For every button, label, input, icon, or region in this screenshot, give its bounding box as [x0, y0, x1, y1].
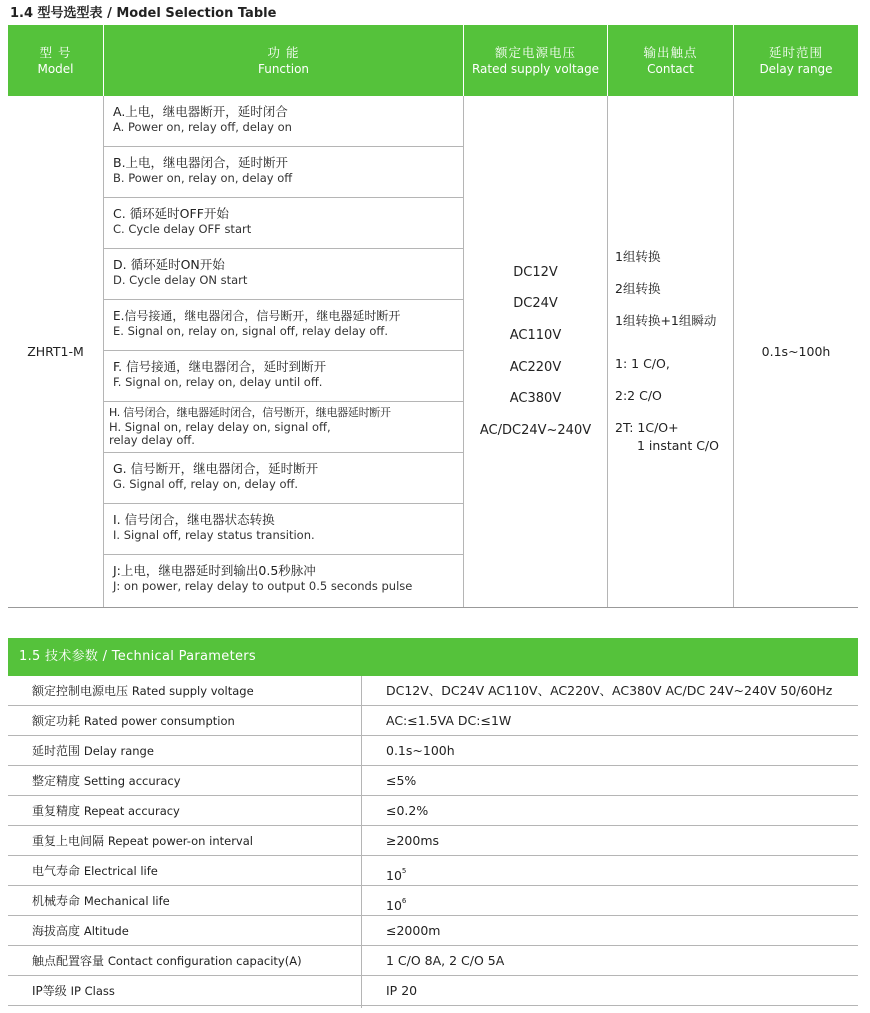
param-label-zh: 电气寿命 [32, 864, 81, 878]
function-row-b [104, 147, 463, 198]
header-contact [608, 25, 733, 96]
param-row [8, 916, 858, 946]
function-zh: G. 信号断开，继电器闭合，延时断开 [113, 461, 319, 476]
function-row-j [104, 555, 463, 607]
header-divider [103, 25, 104, 96]
header-contact-en: Contact [647, 61, 694, 76]
header-delay [734, 25, 858, 96]
param-value [386, 706, 511, 736]
header-voltage-en: Rated supply voltage [471, 61, 600, 76]
function-en: J: on power, relay delay to output 0.5 seconds pulse [113, 579, 413, 593]
param-row [8, 706, 858, 736]
header-divider [607, 25, 608, 96]
param-row [8, 976, 858, 1006]
param-label-en: Altitude [83, 924, 129, 938]
header-model-en: Model [37, 61, 74, 76]
header-contact-zh: 输出触点 [643, 44, 698, 60]
function-zh: F. 信号接通，继电器闭合，延时到断开 [113, 359, 327, 374]
technical-parameters-heading: 1.5 技术参数 / Technical Parameters [8, 638, 858, 676]
param-value-text: IP 20 [386, 983, 418, 998]
voltage-item: DC24V [513, 296, 558, 312]
model-cell: ZHRT1-M [27, 344, 84, 359]
header-function [104, 25, 463, 96]
header-divider [463, 25, 464, 96]
param-row [8, 856, 858, 886]
param-row [8, 676, 858, 706]
param-row [8, 736, 858, 766]
param-value [386, 796, 428, 826]
param-row [8, 766, 858, 796]
header-voltage-zh: 额定电源电压 [494, 44, 576, 60]
function-zh: D. 循环延时ON开始 [113, 257, 225, 272]
param-value-text: 10 [386, 868, 402, 883]
param-label-zh: 额定功耗 [32, 714, 81, 728]
param-label-zh: 整定精度 [32, 774, 81, 788]
param-label [32, 916, 129, 946]
param-label [32, 766, 181, 796]
voltage-item: AC/DC24V~240V [479, 422, 592, 438]
param-value-text: AC:≤1.5VA DC:≤1W [386, 713, 512, 728]
header-voltage [464, 25, 607, 96]
param-label-en: Mechanical life [83, 894, 170, 908]
param-label [32, 826, 253, 856]
param-value-text: ≤0.2% [386, 803, 429, 818]
param-label-en: Electrical life [83, 864, 158, 878]
model-selection-table [8, 25, 858, 608]
param-label-en: Repeat accuracy [83, 804, 180, 818]
voltage-item: AC220V [509, 359, 562, 375]
function-zh: B.上电，继电器闭合，延时断开 [113, 155, 289, 170]
function-row-i [104, 504, 463, 555]
function-zh: H. 信号闭合，继电器延时闭合，信号断开，继电器延时断开 [109, 406, 391, 419]
param-label-zh: 额定控制电源电压 [32, 684, 129, 698]
function-zh: C. 循环延时OFF开始 [113, 206, 229, 221]
function-zh: I. 信号闭合，继电器状态转换 [113, 512, 275, 527]
function-row-e [104, 300, 463, 351]
function-row-h [104, 402, 463, 453]
voltage-cell [464, 96, 607, 607]
param-value [386, 826, 439, 856]
param-row [8, 796, 858, 826]
voltage-item: AC110V [509, 327, 562, 343]
param-value [386, 766, 416, 796]
param-value-text: 0.1s~100h [386, 743, 455, 758]
voltage-item: AC380V [509, 391, 562, 407]
contact-item: 1 instant C/O [637, 438, 719, 453]
contact-item: 1: 1 C/O, [615, 356, 670, 371]
param-label-zh: 重复精度 [32, 804, 81, 818]
param-value [386, 916, 440, 946]
function-row-a [104, 96, 463, 147]
param-label [32, 736, 154, 766]
param-label-zh: 延时范围 [32, 744, 81, 758]
param-label [32, 676, 254, 706]
param-label-en: Rated supply voltage [131, 684, 254, 698]
function-zh: E.信号接通，继电器闭合，信号断开，继电器延时断开 [113, 309, 401, 323]
param-value [386, 976, 417, 1006]
param-value-text: 1 C/O 8A, 2 C/O 5A [386, 953, 505, 968]
param-label-en: Setting accuracy [83, 774, 181, 788]
header-delay-en: Delay range [759, 61, 833, 76]
contact-item: 2:2 C/O [615, 388, 662, 403]
param-label-zh: 海拔高度 [32, 924, 81, 938]
contact-item: 2T: 1C/O+ [615, 420, 679, 435]
param-value-text: ≤5% [386, 773, 417, 788]
param-value [386, 736, 455, 766]
header-divider [733, 25, 734, 96]
param-value-text: ≥200ms [386, 833, 440, 848]
function-en: B. Power on, relay on, delay off [113, 171, 293, 185]
param-value-text: 10 [386, 898, 402, 913]
function-en: F. Signal on, relay on, delay until off. [113, 375, 323, 389]
param-label-zh: IP等级 [32, 984, 67, 998]
function-en: E. Signal on, relay on, signal off, relay delay off. [113, 324, 388, 338]
function-zh: J:上电，继电器延时到输出0.5秒脉冲 [113, 563, 316, 578]
function-row-g [104, 453, 463, 504]
param-label-zh: 触点配置容量 [32, 954, 105, 968]
param-label-en: IP Class [70, 984, 115, 998]
contact-cell [608, 96, 733, 607]
param-value-text: ≤2000m [386, 923, 441, 938]
function-en: H. Signal on, relay delay on, signal off, relay delay off. [109, 420, 331, 447]
model-table-heading: 1.4 型号选型表 / Model Selection Table [10, 6, 277, 21]
param-label [32, 796, 180, 826]
function-en: D. Cycle delay ON start [113, 273, 248, 287]
function-en: G. Signal off, relay on, delay off. [113, 477, 299, 491]
technical-parameters-table [8, 638, 858, 1006]
param-label [32, 856, 158, 886]
function-en: I. Signal off, relay status transition. [113, 528, 315, 542]
param-row [8, 946, 858, 976]
param-value-exponent: 6 [401, 897, 407, 905]
header-model-zh: 型 号 [39, 44, 72, 60]
contact-item: 1组转换 [615, 249, 661, 264]
param-label-en: Repeat power-on interval [107, 834, 253, 848]
param-label [32, 886, 170, 916]
param-label [32, 976, 115, 1006]
param-row [8, 826, 858, 856]
param-label [32, 946, 302, 976]
function-zh: A.上电，继电器断开，延时闭合 [113, 104, 288, 119]
param-label [32, 706, 235, 736]
contact-item: 2组转换 [615, 281, 661, 296]
param-label-en: Contact configuration capacity(A) [107, 954, 302, 968]
param-label-en: Rated power consumption [83, 714, 235, 728]
header-model [8, 25, 103, 96]
param-value [386, 946, 504, 976]
function-row-f [104, 351, 463, 402]
function-en: A. Power on, relay off, delay on [113, 120, 292, 134]
param-value-exponent: 5 [401, 867, 407, 875]
header-function-en: Function [257, 61, 310, 76]
voltage-item: DC12V [513, 264, 558, 280]
header-delay-zh: 延时范围 [768, 44, 823, 60]
param-label-zh: 机械寿命 [32, 894, 81, 908]
param-label-en: Delay range [83, 744, 154, 758]
contact-item: 1组转换+1组瞬动 [615, 313, 717, 328]
header-function-zh: 功 能 [267, 44, 300, 60]
param-value-text: DC12V、DC24V AC110V、AC220V、AC380V AC/DC 24V~240V 50/60Hz [386, 683, 833, 698]
param-label-zh: 重复上电间隔 [32, 834, 105, 848]
function-row-c [104, 198, 463, 249]
function-en: C. Cycle delay OFF start [113, 222, 252, 236]
function-row-d [104, 249, 463, 300]
param-value [386, 676, 832, 706]
delay-cell: 0.1s~100h [761, 344, 831, 359]
param-row [8, 886, 858, 916]
